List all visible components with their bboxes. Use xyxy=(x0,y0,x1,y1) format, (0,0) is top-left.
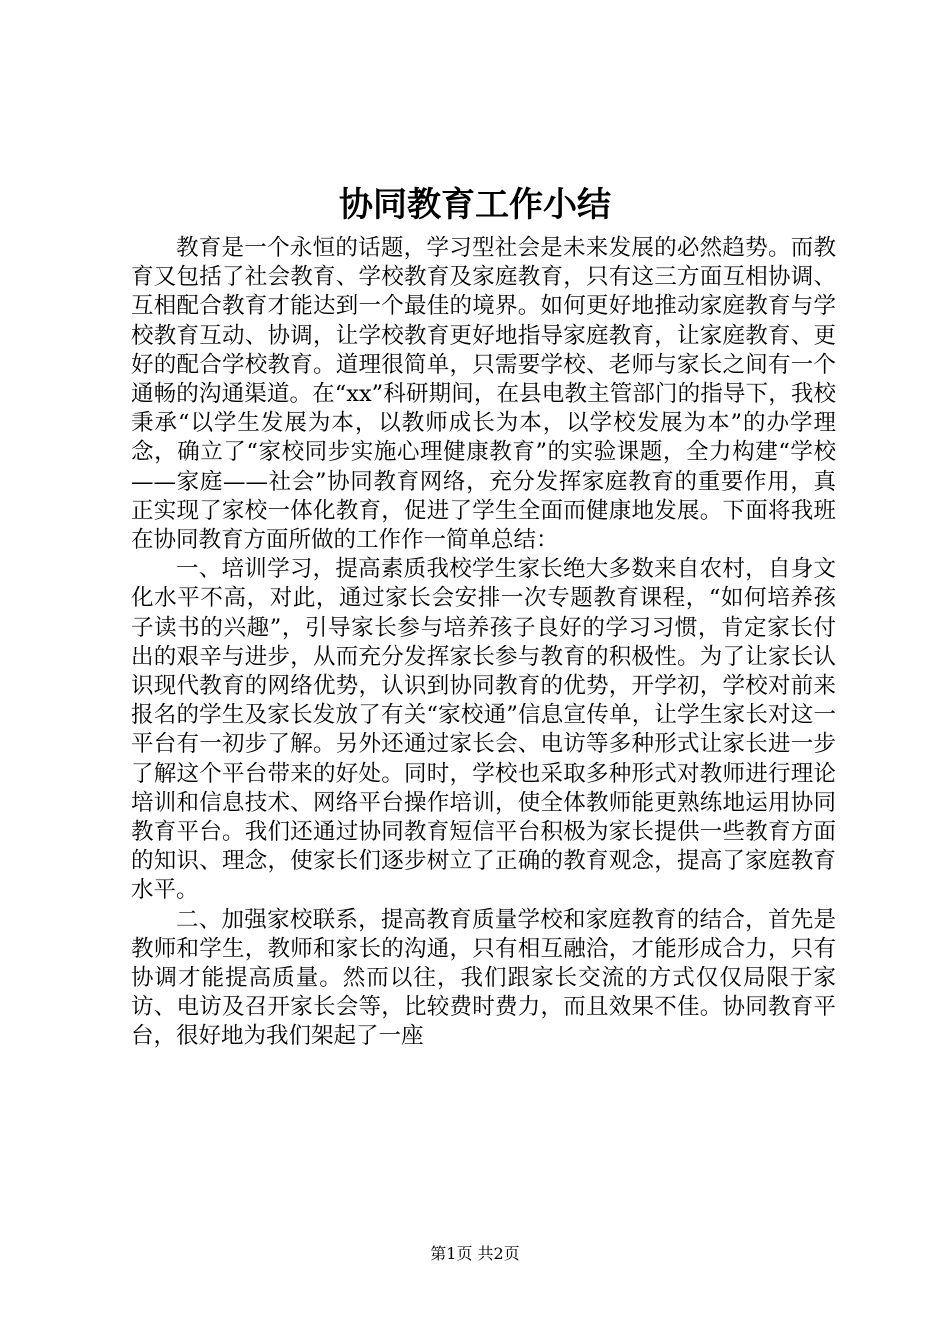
page-number-footer: 第1页 共2页 xyxy=(430,1244,520,1263)
paragraph-intro: 教育是一个永恒的话题，学习型社会是未来发展的必然趋势。而教育又包括了社会教育、学校教育及家庭教育，只有这三方面互相协调、互相配合教育才能达到一个最佳的境界。如何更好地推动家庭教育与学校教育互动、协调，让学校教育更好地指导家庭教育，让家庭教育、更好的配合学校教育。道理很简单，只需要学校、老师与家长之间有一个通畅的沟通渠道。在“xx”科研期间，在县电教主管部门的指导下，我校秉承“以学生发展为本，以教师成长为本，以学校发展为本”的办学理念，确立了“家校同步实施心理健康教育”的实验课题，全力构建“学校——家庭——社会”协同教育网络，充分发挥家庭教育的重要作用，真正实现了家校一体化教育，促进了学生全面而健康地发展。下面将我班在协同教育方面所做的工作作一简单总结： xyxy=(131,235,836,554)
document-body xyxy=(131,234,836,1052)
paragraph-section-1: 一、培训学习，提高素质我校学生家长绝大多数来自农村，自身文化水平不高，对此，通过家长会安排一次专题教育课程，“如何培养孩子读书的兴趣”，引导家长参与培养孩子良好的学习习惯，肯定家长付出的艰辛与进步，从而充分发挥家长参与教育的积极性。为了让家长认识现代教育的网络优势，认识到协同教育的优势，开学初，学校对前来报名的学生及家长发放了有关“家校通”信息宣传单，让学生家长对这一平台有一初步了解。另外还通过家长会、电访等多种形式让家长进一步了解这个平台带来的好处。同时，学校也采取多种形式对教师进行理论培训和信息技术、网络平台操作培训，使全体教师能更熟练地运用协同教育平台。我们还通过协同教育短信平台积极为家长提供一些教育方面的知识、理念，使家长们逐步树立了正确的教育观念，提高了家庭教育水平。 xyxy=(131,556,836,904)
document-title: 协同教育工作小结 xyxy=(339,185,611,225)
paragraph-section-2: 二、加强家校联系，提高教育质量学校和家庭教育的结合，首先是教师和学生，教师和家长的沟通，只有相互融洽，才能形成合力，只有协调才能提高质量。然而以往，我们跟家长交流的方式仅仅局限于家访、电访及召开家长会等，比较费时费力，而且效果不佳。协同教育平台，很好地为我们架起了一座 xyxy=(131,906,836,1050)
